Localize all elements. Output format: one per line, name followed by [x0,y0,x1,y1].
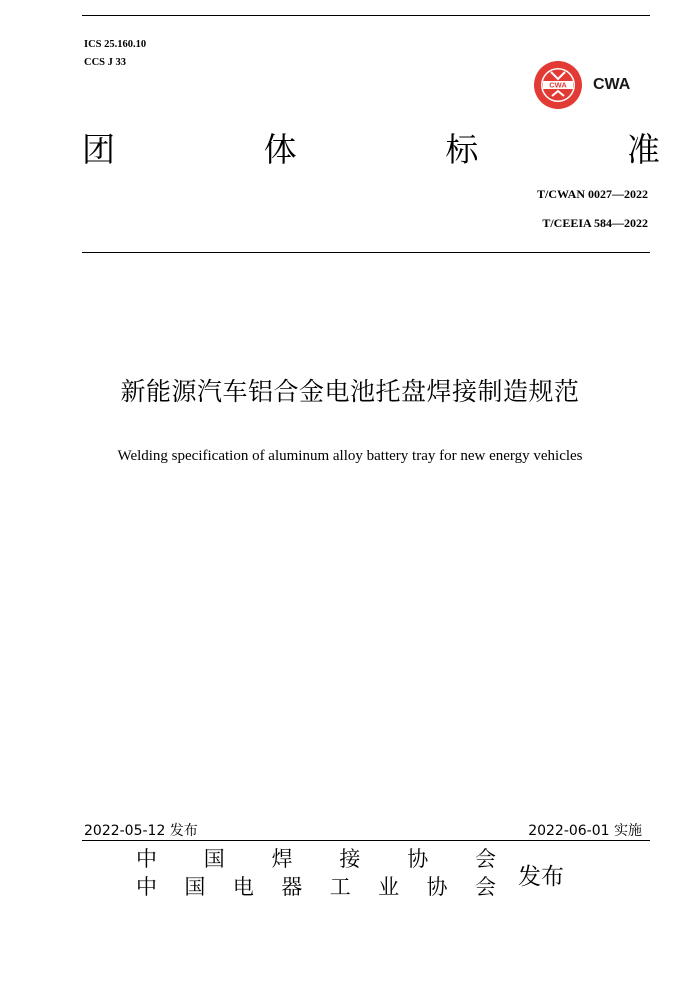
standard-type-char: 准 [626,130,660,169]
publisher-char: 电 [232,875,254,899]
standard-number-ceeia: T/CEEIA 584—2022 [542,216,648,230]
publisher-char: 会 [474,875,496,899]
top-rule [82,15,650,16]
document-title-cn: 新能源汽车铝合金电池托盘焊接制造规范 [120,377,580,406]
publisher-char: 接 [339,847,361,871]
publisher-ceeia [136,874,496,900]
document-title-en: Welding specification of aluminum alloy battery tray for new energy vehicles [117,448,583,464]
standard-number-cwan: T/CWAN 0027—2022 [536,187,648,201]
standard-type-char: 标 [445,130,479,169]
publisher-char: 业 [378,875,400,899]
release-date: 2022-05-12 发布 [84,823,198,839]
header-divider [82,252,650,253]
publisher-char: 器 [281,875,303,899]
cwa-emblem-icon [533,60,583,110]
publisher-char: 会 [474,847,496,871]
publish-action: 发布 [518,864,564,890]
classification-codes [84,36,146,72]
cwa-logo [533,60,643,112]
publisher-char: 焊 [271,847,293,871]
ccs-code: CCS J 33 [84,57,127,68]
ics-code: ICS 25.160.10 [84,39,147,50]
publisher-char: 中 [136,875,157,899]
standard-type-char: 体 [263,130,297,169]
publisher-cwa [136,846,496,872]
publisher-char: 工 [329,875,351,899]
effective-date: 2022-06-01 实施 [528,823,642,839]
standard-type-heading [82,128,660,172]
publisher-char: 协 [407,847,429,871]
standard-type-char: 团 [82,130,115,169]
publisher-char: 协 [426,875,448,899]
footer-divider [82,840,650,841]
publisher-char: 中 [136,847,157,871]
publisher-char: 国 [184,875,206,899]
publisher-char: 国 [203,847,225,871]
logo-wordmark: CWA [593,76,631,93]
logo-center-letters: CWA [549,80,567,90]
